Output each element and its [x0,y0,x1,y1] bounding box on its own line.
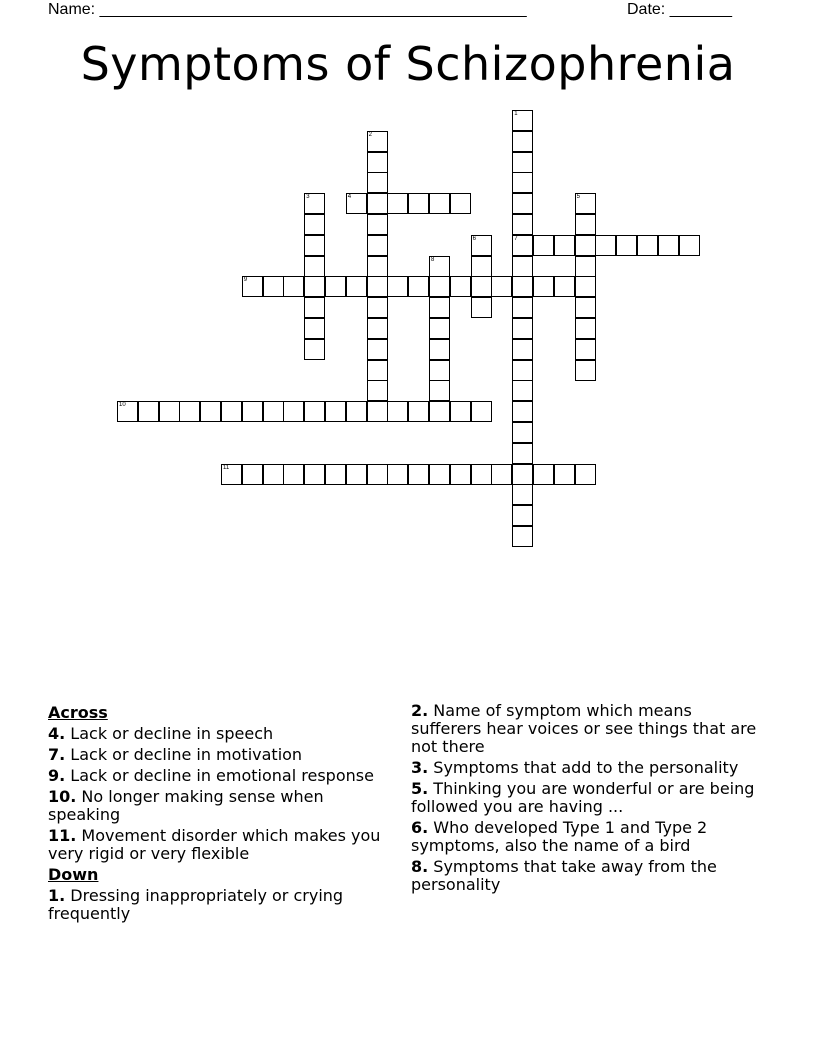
crossword-cell[interactable] [512,422,533,443]
crossword-cell[interactable] [221,401,242,422]
clue-number-label: 3. [411,758,429,777]
crossword-cell[interactable] [575,318,596,339]
crossword-cell[interactable] [429,318,450,339]
crossword-cell[interactable] [221,464,242,485]
crossword-cell[interactable] [346,276,367,297]
crossword-cell[interactable] [450,401,471,422]
crossword-cell[interactable] [533,276,554,297]
crossword-cell[interactable] [512,443,533,464]
crossword-cell[interactable] [429,297,450,318]
clue-number-label: 1. [48,886,66,905]
crossword-cell[interactable] [512,401,533,422]
crossword-cell[interactable] [575,276,596,297]
crossword-cell[interactable] [512,339,533,360]
crossword-cell[interactable] [200,401,221,422]
clue-text: Symptoms that take away from the personality [411,857,717,894]
clue-number: 6 [472,235,476,242]
crossword-cell[interactable] [554,464,575,485]
crossword-cell[interactable] [450,276,471,297]
crossword-cell[interactable] [429,276,450,297]
crossword-cell[interactable] [138,401,159,422]
crossword-cell[interactable] [304,401,325,422]
clue-text: Symptoms that add to the personality [428,758,739,777]
crossword-cell[interactable] [263,401,284,422]
crossword-cell[interactable] [512,276,533,297]
crossword-cell[interactable] [367,193,388,214]
clue-text: No longer making sense when speaking [48,787,324,824]
clue-number: 7 [514,235,518,242]
clue-number-label: 8. [411,857,429,876]
clue-number-label: 6. [411,818,429,837]
clue [48,746,398,764]
crossword-cell[interactable] [533,235,554,256]
crossword-cell[interactable] [595,235,616,256]
clue-number: 10 [119,402,126,409]
crossword-cell[interactable] [637,235,658,256]
crossword-cell[interactable] [512,152,533,173]
crossword-cell[interactable] [263,464,284,485]
clues-right-column [411,702,766,897]
name-field: Name: ________________________________________________ [48,1,527,18]
crossword-cell[interactable] [283,464,304,485]
crossword-cell[interactable] [387,193,408,214]
crossword-cell[interactable] [471,235,492,256]
clue [411,858,766,894]
crossword-cell[interactable] [325,464,346,485]
crossword-cell[interactable] [242,464,263,485]
clue-number: 3 [306,194,310,201]
crossword-cell[interactable] [554,276,575,297]
crossword-cell[interactable] [304,256,325,277]
crossword-cell[interactable] [346,193,367,214]
crossword-cell[interactable] [242,401,263,422]
crossword-cell[interactable] [367,339,388,360]
clue-text: Thinking you are wonderful or are being followed you are having ... [411,779,755,816]
crossword-cell[interactable] [304,318,325,339]
crossword-cell[interactable] [429,360,450,381]
clue-text: Lack or decline in emotional response [65,766,374,785]
clue-number-label: 7. [48,745,66,764]
crossword-cell[interactable] [512,360,533,381]
crossword-cell[interactable] [283,401,304,422]
crossword-cell[interactable] [491,276,512,297]
crossword-cell[interactable] [408,276,429,297]
crossword-cell[interactable] [304,214,325,235]
crossword-cell[interactable] [304,297,325,318]
crossword-cell[interactable] [512,526,533,547]
clue-number: 1 [514,111,518,117]
crossword-cell[interactable] [512,318,533,339]
clue-number-label: 9. [48,766,66,785]
crossword-cell[interactable] [512,505,533,526]
crossword-cell[interactable] [367,131,388,152]
crossword-cell[interactable] [429,380,450,401]
crossword-cell[interactable] [616,235,637,256]
clue-text: Name of symptom which means sufferers hear voices or see things that are not there [411,701,757,756]
crossword-cell[interactable] [367,464,388,485]
crossword-cell[interactable] [554,235,575,256]
crossword-cell[interactable] [429,193,450,214]
date-field: Date: _______ [627,1,732,18]
clue-number-label: 5. [411,779,429,798]
crossword-cell[interactable] [429,256,450,277]
clue-number-label: 4. [48,724,66,743]
clue [48,725,398,743]
crossword-cell[interactable] [325,401,346,422]
crossword-cell[interactable] [408,464,429,485]
crossword-cell[interactable] [575,256,596,277]
crossword-cell[interactable] [367,235,388,256]
crossword-cell[interactable] [575,297,596,318]
clue [48,767,398,785]
crossword-cell[interactable] [429,464,450,485]
crossword-cell[interactable] [367,152,388,173]
crossword-cell[interactable] [179,401,200,422]
crossword-cell[interactable] [242,276,263,297]
clue-number-label: 11. [48,826,77,845]
clue-number: 5 [576,194,580,201]
clue-text: Lack or decline in motivation [65,745,303,764]
clue-text: Who developed Type 1 and Type 2 symptoms, also the name of a bird [411,818,708,855]
clue-text: Dressing inappropriately or crying frequently [48,886,344,923]
crossword-cell[interactable] [429,401,450,422]
crossword-cell[interactable] [450,464,471,485]
crossword-cell[interactable] [367,276,388,297]
clue-number-label: 10. [48,787,77,806]
crossword-cell[interactable] [346,464,367,485]
clue [411,759,766,777]
crossword-cell[interactable] [512,256,533,277]
crossword-cell[interactable] [575,235,596,256]
crossword-cell[interactable] [512,297,533,318]
crossword-cell[interactable] [304,235,325,256]
crossword-cell[interactable] [367,401,388,422]
page-title: Symptoms of Schizophrenia [80,37,736,91]
crossword-cell[interactable] [263,276,284,297]
clue-number: 2 [368,131,372,138]
crossword-cell[interactable] [367,360,388,381]
crossword-cell[interactable] [450,193,471,214]
crossword-cell[interactable] [533,464,554,485]
crossword-cell[interactable] [304,339,325,360]
crossword-cell[interactable] [304,193,325,214]
clue-number: 4 [347,194,352,201]
crossword-cell[interactable] [471,297,492,318]
crossword-cell[interactable] [575,464,596,485]
clues-left-column [48,702,398,926]
crossword-cell[interactable] [471,464,492,485]
crossword-cell[interactable] [471,256,492,277]
crossword-cell[interactable] [117,401,138,422]
crossword-cell[interactable] [408,401,429,422]
crossword-cell[interactable] [575,339,596,360]
clue-heading: Across [48,703,108,722]
crossword-cell[interactable] [512,131,533,152]
crossword-cell[interactable] [408,193,429,214]
crossword-cell[interactable] [367,214,388,235]
crossword-cell[interactable] [658,235,679,256]
crossword-cell[interactable] [512,193,533,214]
crossword-cell[interactable] [575,214,596,235]
crossword-cell[interactable] [387,276,408,297]
crossword-cell[interactable] [304,464,325,485]
clue [411,819,766,855]
crossword-cell[interactable] [512,110,533,131]
crossword-cell[interactable] [471,276,492,297]
crossword-cell[interactable] [387,464,408,485]
crossword-cell[interactable] [367,172,388,193]
clue [48,887,398,923]
crossword-cell[interactable] [512,380,533,401]
clue [411,780,766,816]
crossword-cell[interactable] [512,464,533,485]
crossword-cell[interactable] [367,256,388,277]
crossword-cell[interactable] [512,484,533,505]
crossword-cell[interactable] [159,401,180,422]
crossword-cell[interactable] [367,297,388,318]
clue-number: 8 [431,256,435,263]
clue-number: 9 [243,277,248,284]
crossword-cell[interactable] [387,401,408,422]
crossword-cell[interactable] [575,360,596,381]
clue-heading: Down [48,865,99,884]
crossword-cell[interactable] [304,276,325,297]
crossword-cell[interactable] [325,276,346,297]
clue-number: 11 [223,464,230,471]
clue [48,788,398,824]
crossword-cell[interactable] [679,235,700,256]
crossword-cell[interactable] [346,401,367,422]
crossword-cell[interactable] [512,214,533,235]
clue-number-label: 2. [411,701,429,720]
crossword-cell[interactable] [512,172,533,193]
crossword-cell[interactable] [512,235,533,256]
crossword-cell[interactable] [491,464,512,485]
clue-text: Movement disorder which makes you very rigid or very flexible [48,826,381,863]
crossword-cell[interactable] [429,339,450,360]
crossword-cell[interactable] [367,380,388,401]
clue [48,827,398,863]
clue [411,702,766,756]
crossword-cell[interactable] [367,318,388,339]
crossword-cell[interactable] [283,276,304,297]
clue-text: Lack or decline in speech [65,724,274,743]
crossword-cell[interactable] [471,401,492,422]
crossword-cell[interactable] [575,193,596,214]
